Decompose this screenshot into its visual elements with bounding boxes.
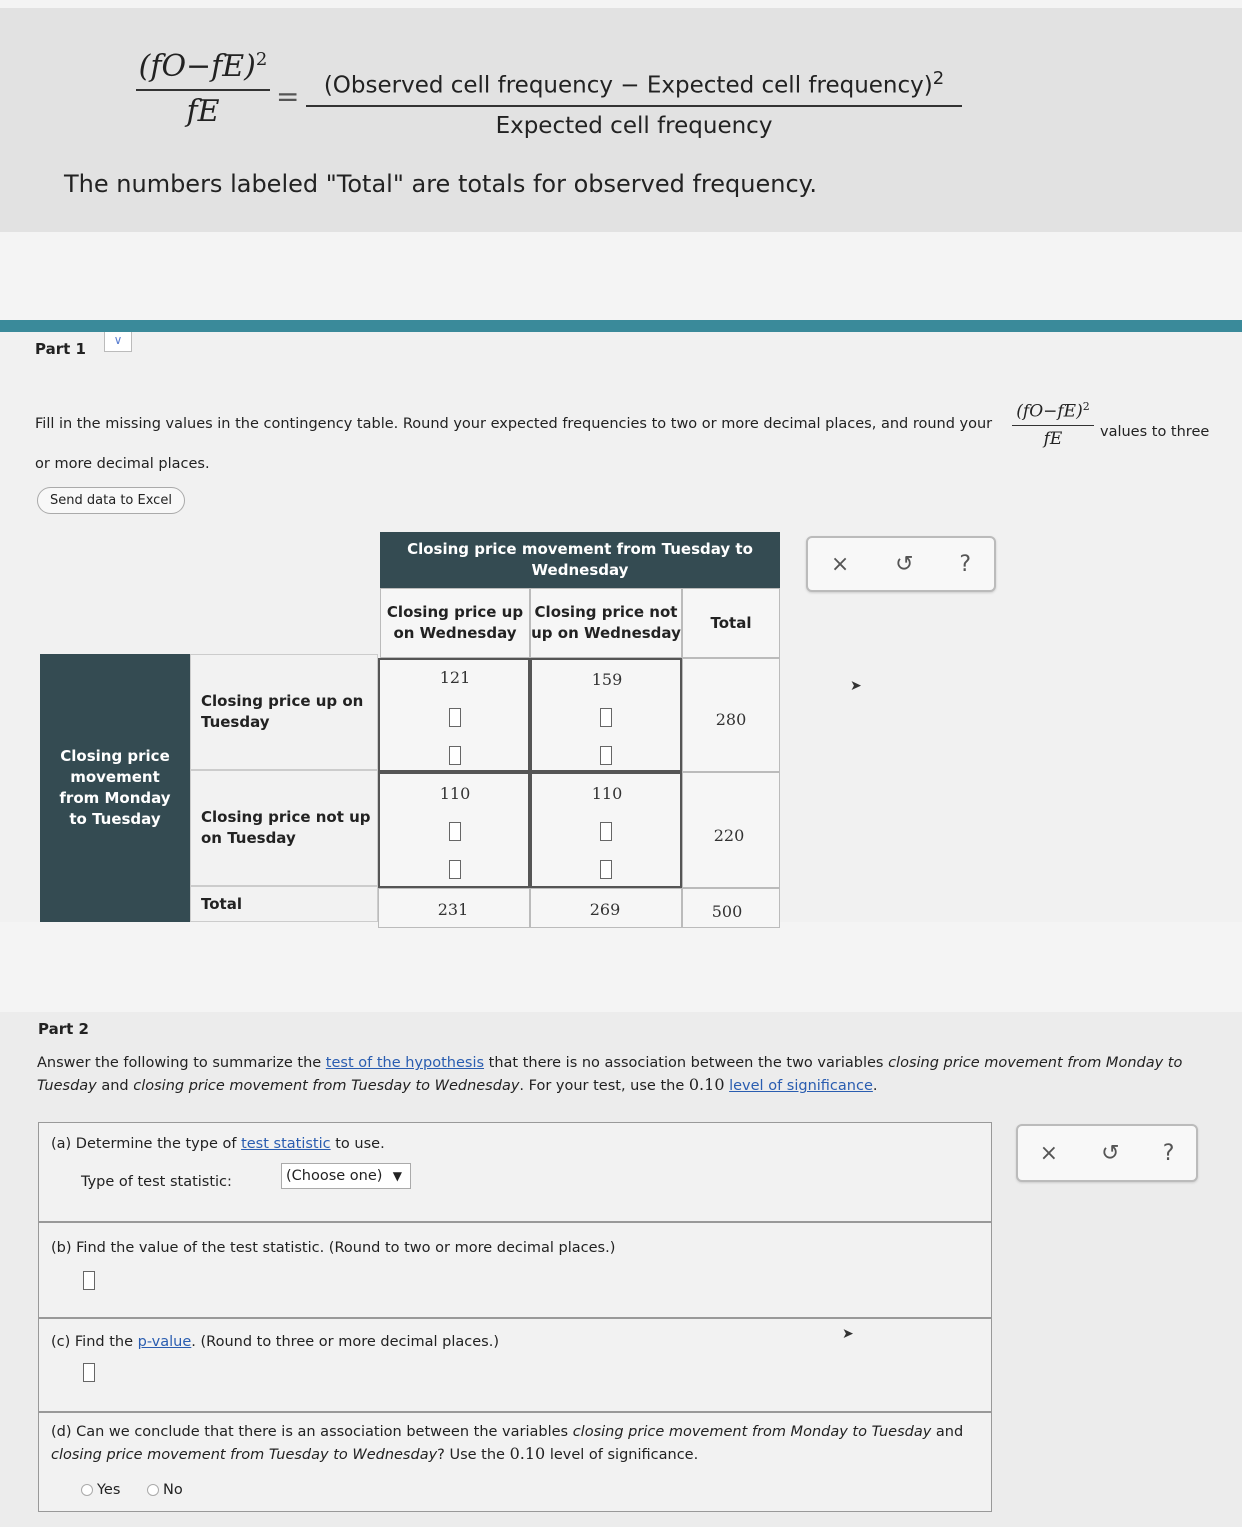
send-to-excel-button[interactable]: Send data to Excel bbox=[37, 487, 185, 514]
test-of-hypothesis-link[interactable]: test of the hypothesis bbox=[325, 1055, 485, 1071]
close-icon[interactable]: × bbox=[830, 551, 850, 577]
part1-instructions bbox=[35, 404, 1015, 484]
mini-chi-fraction bbox=[1012, 394, 1094, 452]
test-statistic-link[interactable]: test statistic bbox=[241, 1136, 331, 1152]
mouse-cursor-icon: ➤ bbox=[842, 1326, 854, 1342]
part1-label: Part 1 bbox=[35, 340, 86, 358]
part1-panel bbox=[0, 320, 1242, 922]
intro-text: that there is no association between the two variables bbox=[484, 1055, 889, 1071]
intro-text: Answer the following to summarize the bbox=[37, 1055, 326, 1071]
row-total-notup: 220 bbox=[713, 826, 745, 845]
expected-notup-up-input[interactable] bbox=[449, 822, 461, 841]
chi-term-fraction bbox=[136, 38, 270, 133]
instruction-tail: values to three bbox=[1100, 424, 1210, 440]
formula-panel bbox=[0, 8, 1242, 232]
part2-toolbox bbox=[1016, 1124, 1198, 1182]
col-header-up: Closing price up on Wednesday bbox=[380, 588, 530, 658]
observed-notup-up: 110 bbox=[439, 784, 471, 803]
col-total-notup: 269 bbox=[589, 900, 621, 919]
help-icon[interactable]: ? bbox=[1162, 1140, 1175, 1166]
undo-icon[interactable]: ↺ bbox=[1101, 1140, 1120, 1166]
question-b-text: (b) Find the value of the test statistic. (Round to two or more decimal places.) bbox=[51, 1240, 616, 1256]
test-type-label: Type of test statistic: bbox=[81, 1174, 232, 1190]
p-value-link[interactable]: p-value bbox=[137, 1334, 192, 1350]
mouse-cursor-icon: ➤ bbox=[850, 678, 862, 694]
col-header-total: Total bbox=[682, 588, 780, 658]
mini-denominator: fE bbox=[1043, 428, 1063, 449]
variable-2: closing price movement from Tuesday to Wednesday bbox=[133, 1078, 520, 1094]
chi-term-denominator: fE bbox=[186, 94, 220, 129]
col-header-not-up: Closing price not up on Wednesday bbox=[530, 588, 682, 658]
chi-term-up-notup-input[interactable] bbox=[600, 746, 612, 765]
radio-icon bbox=[147, 1484, 159, 1496]
grand-total: 500 bbox=[711, 902, 743, 921]
variable-2: closing price movement from Tuesday to Wednesday bbox=[51, 1447, 438, 1463]
col-total-up: 231 bbox=[437, 900, 469, 919]
row-header-not-up: Closing price not up on Tuesday bbox=[190, 770, 378, 886]
no-label: No bbox=[163, 1482, 183, 1498]
word-numerator: (Observed cell frequency − Expected cell frequency) bbox=[323, 72, 933, 99]
question-d-box bbox=[38, 1412, 992, 1512]
chevron-down-icon[interactable]: ∨ bbox=[104, 332, 132, 352]
question-a-box bbox=[38, 1122, 992, 1222]
select-value: (Choose one) bbox=[286, 1168, 383, 1184]
question-b-box bbox=[38, 1222, 992, 1318]
variable-1: closing price movement from Monday to Tuesday bbox=[572, 1424, 932, 1440]
part2-label: Part 2 bbox=[38, 1020, 89, 1038]
chi-term-notup-notup-input[interactable] bbox=[600, 860, 612, 879]
intro-text: and bbox=[96, 1078, 134, 1094]
part1-toolbox bbox=[806, 536, 996, 592]
part2-intro bbox=[37, 1052, 1197, 1097]
question-text: and bbox=[931, 1424, 964, 1440]
test-statistic-input[interactable] bbox=[83, 1271, 95, 1290]
test-statistic-select[interactable] bbox=[281, 1163, 411, 1189]
question-d-text bbox=[51, 1421, 981, 1466]
no-radio[interactable] bbox=[147, 1482, 183, 1498]
mini-exponent: 2 bbox=[1082, 400, 1090, 413]
equals-sign: = bbox=[276, 80, 300, 113]
question-text: (c) Find the bbox=[51, 1334, 138, 1350]
chi-term-numerator: (fO−fE) bbox=[138, 49, 256, 84]
instruction-line2: or more decimal places. bbox=[35, 456, 210, 472]
expected-up-up-input[interactable] bbox=[449, 708, 461, 727]
row-header-total: Total bbox=[190, 886, 378, 922]
question-c-text bbox=[51, 1331, 499, 1353]
intro-text: . bbox=[872, 1078, 878, 1094]
yes-radio[interactable] bbox=[81, 1482, 120, 1498]
significance-value: 0.10 bbox=[688, 1075, 725, 1094]
undo-icon[interactable]: ↺ bbox=[895, 551, 914, 577]
observed-up-notup: 159 bbox=[591, 670, 623, 689]
chi-term-exponent: 2 bbox=[255, 49, 268, 70]
row-header-up: Closing price up on Tuesday bbox=[190, 654, 378, 770]
help-icon[interactable]: ? bbox=[959, 551, 972, 577]
row-total-up: 280 bbox=[715, 710, 747, 729]
part2-panel bbox=[0, 1012, 1242, 1527]
word-fraction bbox=[306, 60, 962, 145]
col-group-header: Closing price movement from Tuesday to Wednesday bbox=[380, 532, 780, 588]
question-text: level of significance. bbox=[545, 1447, 699, 1463]
chevron-down-icon: ▼ bbox=[392, 1169, 402, 1183]
significance-value: 0.10 bbox=[509, 1444, 546, 1463]
close-icon[interactable]: × bbox=[1039, 1140, 1058, 1166]
question-a-text bbox=[51, 1133, 385, 1155]
chi-term-notup-up-input[interactable] bbox=[449, 860, 461, 879]
question-text: to use. bbox=[330, 1136, 385, 1152]
word-denominator: Expected cell frequency bbox=[495, 112, 773, 139]
question-text: (d) Can we conclude that there is an association between the variables bbox=[51, 1424, 573, 1440]
totals-note: The numbers labeled "Total" are totals for observed frequency. bbox=[64, 170, 818, 198]
observed-notup-notup: 110 bbox=[591, 784, 623, 803]
question-text: (a) Determine the type of bbox=[51, 1136, 242, 1152]
mini-numerator: (fO−fE) bbox=[1016, 401, 1083, 422]
p-value-input[interactable] bbox=[83, 1363, 95, 1382]
instruction-line1: Fill in the missing values in the contingency table. Round your expected frequencies to two or more decimal places, and round your bbox=[35, 416, 993, 432]
level-of-significance-link[interactable]: level of significance bbox=[729, 1078, 873, 1094]
question-text: . (Round to three or more decimal places.) bbox=[191, 1334, 499, 1350]
observed-up-up: 121 bbox=[439, 668, 471, 687]
intro-text: . For your test, use the bbox=[519, 1078, 689, 1094]
expected-up-notup-input[interactable] bbox=[600, 708, 612, 727]
expected-notup-notup-input[interactable] bbox=[600, 822, 612, 841]
question-text: ? Use the bbox=[437, 1447, 510, 1463]
yes-label: Yes bbox=[97, 1482, 121, 1498]
radio-icon bbox=[81, 1484, 93, 1496]
yes-no-options bbox=[81, 1479, 183, 1501]
variable-1: closing price movement from Monday to Tuesday bbox=[37, 1055, 1183, 1094]
row-group-header: Closing price movement from Monday to Tuesday bbox=[40, 654, 190, 922]
chi-term-up-up-input[interactable] bbox=[449, 746, 461, 765]
word-exponent: 2 bbox=[932, 68, 945, 89]
